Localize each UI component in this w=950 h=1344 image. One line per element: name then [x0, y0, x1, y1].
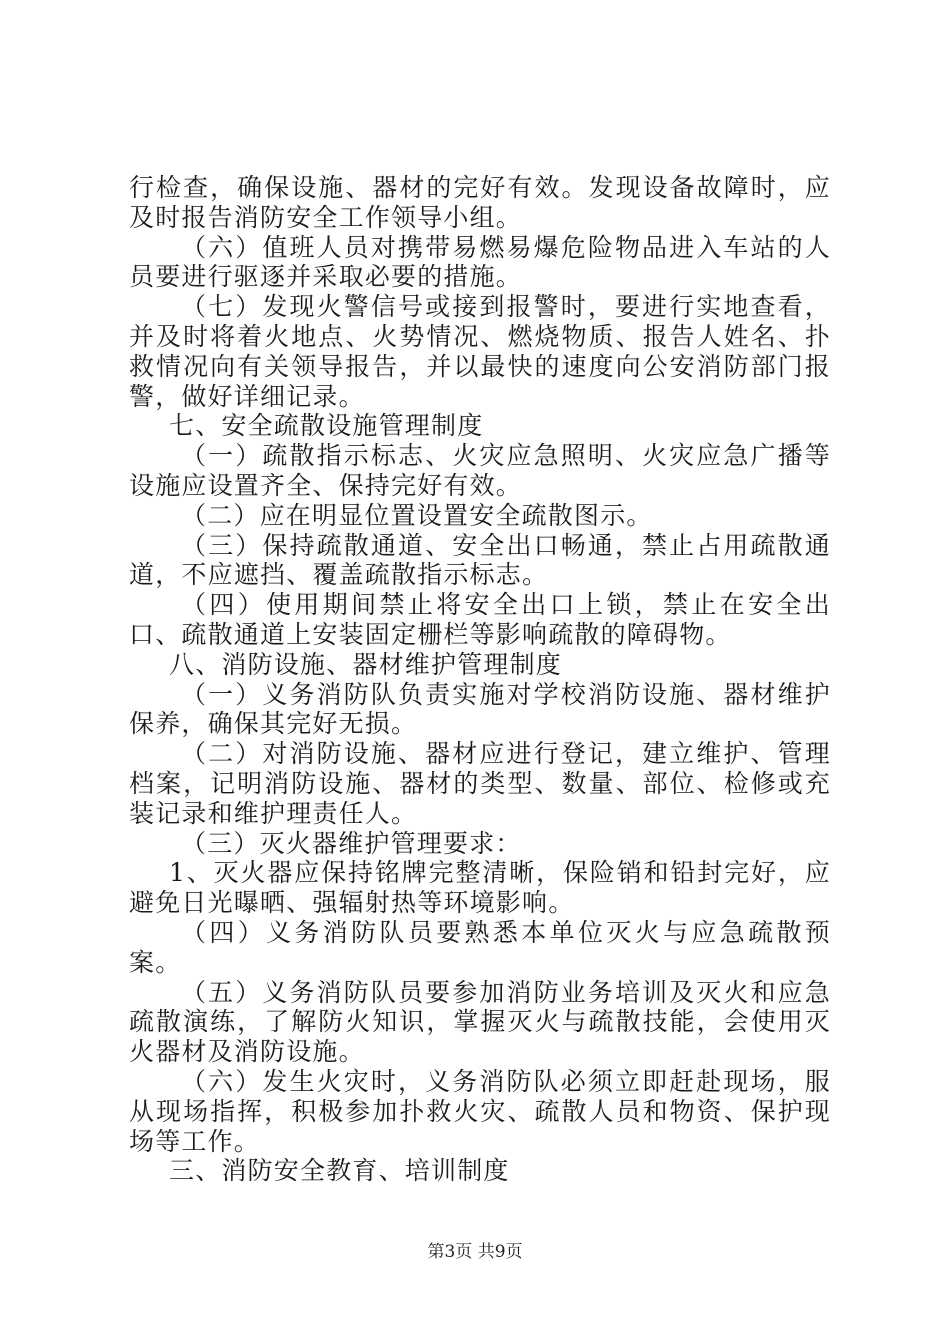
paragraph-maint-6: （六）发生火灾时，义务消防队必须立即赶赴现场，服从现场指挥，积极参加扑救火灾、疏散人员和物资、保护现场等工作。 [129, 1066, 831, 1156]
paragraph-item-7: （七）发现火警信号或接到报警时，要进行实地查看，并及时将着火地点、火势情况、燃烧物质、报告人姓名、扑救情况向有关领导报告，并以最快的速度向公安消防部门报警，做好详细记录。 [129, 292, 831, 411]
paragraph-maint-4: （四）义务消防队员要熟悉本单位灭火与应急疏散预案。 [129, 917, 831, 977]
section-heading-8: 八、消防设施、器材维护管理制度 [169, 649, 563, 679]
paragraph-maint-3: （三）灭火器维护管理要求： [181, 828, 522, 858]
paragraph-evac-2: （二）应在明显位置设置安全疏散图示。 [181, 500, 653, 530]
paragraph-continuation: 行检查，确保设施、器材的完好有效。发现设备故障时，应及时报告消防安全工作领导小组。 [129, 173, 831, 232]
paragraph-item-6: （六）值班人员对携带易燃易爆危险物品进入车站的人员要进行驱逐并采取必要的措施。 [129, 232, 831, 292]
paragraph-extinguisher-1: 1、灭火器应保持铭牌完整清晰，保险销和铅封完好，应避免日光曝晒、强辐射热等环境影响。 [129, 858, 831, 918]
paragraph-evac-3: （三）保持疏散通道、安全出口畅通，禁止占用疏散通道，不应遮挡、覆盖疏散指示标志。 [129, 530, 831, 590]
paragraph-maint-1: （一）义务消防队负责实施对学校消防设施、器材维护保养，确保其完好无损。 [129, 679, 831, 739]
paragraph-evac-4: （四）使用期间禁止将安全出口上锁，禁止在安全出口、疏散通道上安装固定栅栏等影响疏散的障碍物。 [129, 590, 831, 649]
document-body [129, 173, 831, 1186]
section-heading-3: 三、消防安全教育、培训制度 [169, 1156, 510, 1186]
section-heading-7: 七、安全疏散设施管理制度 [169, 411, 484, 441]
paragraph-evac-1: （一）疏散指示标志、火灾应急照明、火灾应急广播等设施应设置齐全、保持完好有效。 [129, 441, 831, 500]
paragraph-maint-2: （二）对消防设施、器材应进行登记，建立维护、管理档案，记明消防设施、器材的类型、数量、部位、检修或充装记录和维护理责任人。 [129, 739, 831, 828]
paragraph-maint-5: （五）义务消防队员要参加消防业务培训及灭火和应急疏散演练，了解防火知识，掌握灭火与疏散技能，会使用灭火器材及消防设施。 [129, 977, 831, 1067]
page-number: 第3页 共9页 [427, 1242, 523, 1262]
